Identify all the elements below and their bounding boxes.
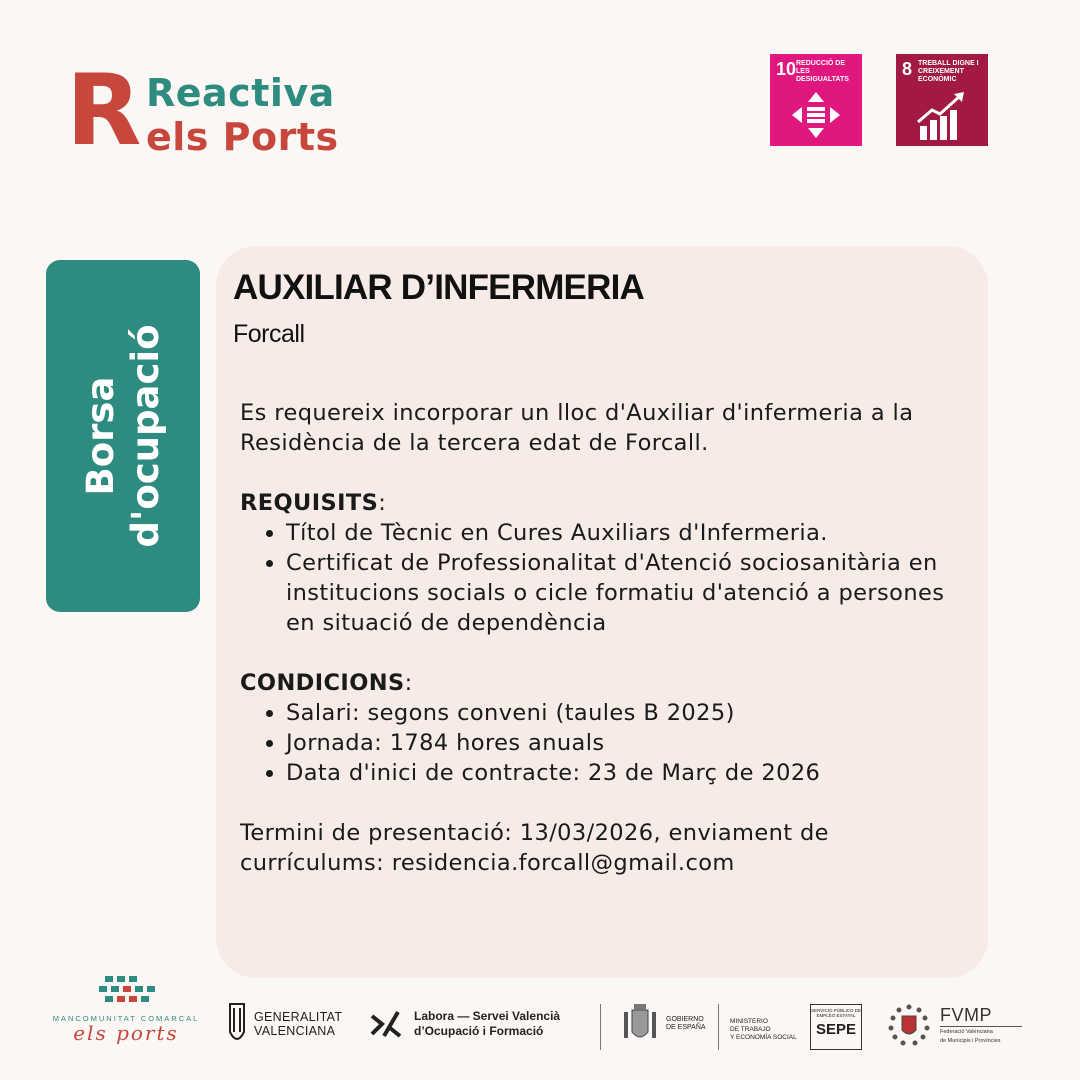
job-location: Forcall <box>233 320 305 348</box>
ministerio-line-1: MINISTERIO <box>730 1018 768 1025</box>
sepe-logo <box>810 1004 862 1050</box>
job-description <box>240 398 975 878</box>
generalitat-logo <box>226 1002 342 1048</box>
list-item: • Jornada: 1784 hores anuals <box>286 728 975 758</box>
sdg-8-badge <box>896 54 988 146</box>
ministerio-trabajo-logo <box>730 1018 797 1041</box>
reactiva-els-ports-logo <box>66 54 346 168</box>
sdg-10-badge <box>770 54 862 146</box>
job-intro: Es requereix incorporar un lloc d'Auxiliar d'infermeria a la Residència de la tercera edat de Forcall. <box>240 400 914 456</box>
mancomunitat-logo <box>36 972 216 1052</box>
sdg-10-number: 10 <box>776 59 797 79</box>
conditions-list <box>240 698 975 788</box>
logo-line-1: Reactiva <box>146 71 335 115</box>
list-item: • Certificat de Professionalitat d'Atenció sociosanitària en institucions socials o cicle formatiu d'atenció a persones en situació de dependència <box>286 548 975 638</box>
fvmp-name: FVMP <box>940 1005 1022 1027</box>
inequality-arrows-icon <box>770 80 862 146</box>
tab-line-1: Borsa <box>78 376 122 496</box>
sepe-text: SEPE <box>815 1021 857 1039</box>
fvmp-sub-1: Federació Valenciana <box>940 1029 993 1036</box>
list-item: • Salari: segons conveni (taules B 2025) <box>286 698 975 728</box>
tab-line-2: d'ocupació <box>124 324 167 548</box>
sdg-8-text: TREBALL DIGNE I CREIXEMENT ECONÒMIC <box>918 60 979 84</box>
fvmp-logo <box>886 1002 1022 1048</box>
generalitat-shield-icon <box>226 1002 248 1048</box>
gobierno-line-2: DE ESPAÑA <box>666 1024 706 1031</box>
sepe-small-text: SERVICIO PÚBLICO DE EMPLEO ESTATAL <box>811 1008 861 1019</box>
borsa-ocupacio-tab <box>46 260 200 612</box>
list-item: • Data d'inici de contracte: 23 de Març de 2026 <box>286 758 975 788</box>
generalitat-line-2: VALENCIANA <box>254 1024 336 1038</box>
ministerio-line-2: DE TRABAJO <box>730 1025 771 1033</box>
gobierno-line-1: GOBIERNO <box>666 1015 704 1023</box>
ministerio-line-3: Y ECONOMÍA SOCIAL <box>730 1033 797 1041</box>
labora-line-1: Labora — Servei Valencià <box>414 1009 561 1023</box>
fvmp-emblem-icon <box>886 1002 932 1048</box>
footer-divider <box>600 1004 601 1050</box>
conditions-heading: CONDICIONS <box>240 670 405 696</box>
requirements-heading: REQUISITS <box>240 490 379 516</box>
footer-divider <box>718 1004 719 1050</box>
mancomunitat-mark-icon <box>91 972 161 1012</box>
labora-logo <box>368 1006 560 1042</box>
application-deadline: Termini de presentació: 13/03/2026, enviament de currículums: residencia.forcall@gmail.com <box>240 820 829 876</box>
borsa-ocupacio-label <box>78 325 168 548</box>
growth-chart-icon <box>896 86 988 146</box>
sdg-8-number: 8 <box>902 59 913 79</box>
logo-line-2: els Ports <box>146 115 339 159</box>
sdg-10-text: REDUCCIÓ DE LES DESIGUALTATS <box>796 60 849 84</box>
gobierno-espana-logo <box>620 1002 706 1046</box>
spain-coat-of-arms-icon <box>620 1002 660 1046</box>
list-item: • Títol de Tècnic en Cures Auxiliars d'Infermeria. <box>286 518 975 548</box>
mancomunitat-script-text: els ports <box>73 1021 179 1045</box>
fvmp-sub-2: de Municipis i Províncies <box>940 1038 1001 1044</box>
mancomunitat-small-text: MANCOMUNITAT COMARCAL <box>52 1014 200 1023</box>
logo-letter: R <box>66 54 142 168</box>
footer-logos <box>0 970 1080 1080</box>
requirements-list <box>240 518 975 638</box>
labora-line-2: d’Ocupació i Formació <box>414 1024 544 1038</box>
requirements-heading-line: REQUISITS: <box>240 490 387 516</box>
conditions-heading-line: CONDICIONS: <box>240 670 413 696</box>
generalitat-line-1: GENERALITAT <box>254 1010 343 1025</box>
labora-mark-icon <box>368 1006 404 1042</box>
job-title: AUXILIAR D’INFERMERIA <box>233 268 644 307</box>
